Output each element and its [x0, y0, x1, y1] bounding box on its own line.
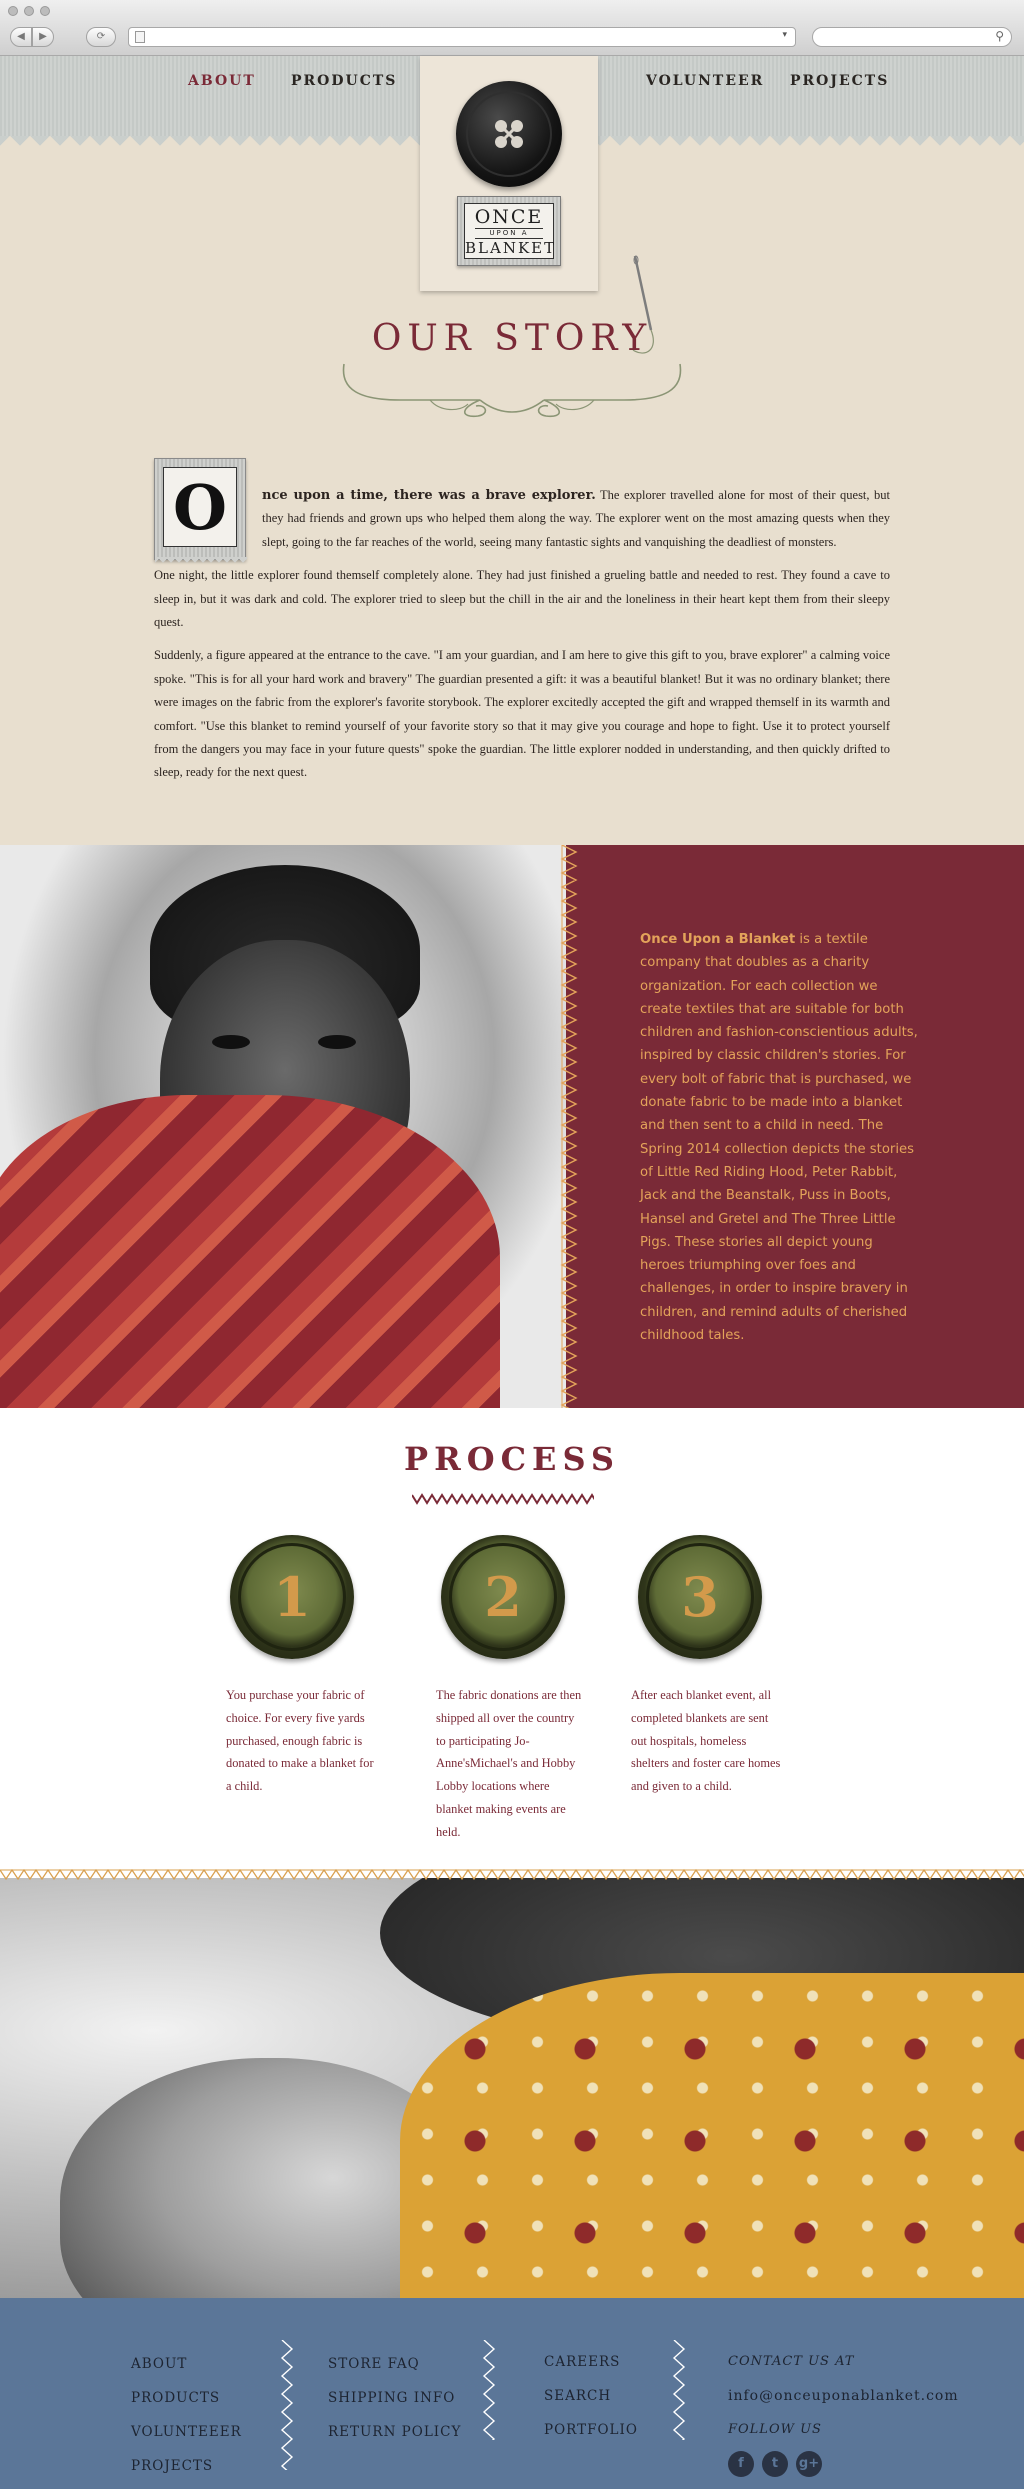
browser-search-input[interactable] — [812, 27, 1012, 47]
about-description: Once Upon a Blanket is a textile company that doubles as a charity organization. For each collection we create textiles that are suitable for both children and fashion-conscientious adults, inspired by classic children's stories. For every bolt of fabric that is purchased, we donate fabric to be made into a blanket and then sent to a child in need. The Spring 2014 collection depicts the stories of Little Red Riding Hood, Peter Rabbit, Jack and the Beanstalk, Puss in Boots, Hansel and Gretel and The Three Little Pigs. These stories all depict young heroes triumphing over foes and challenges, in order to inspire bravery in children, and remind adults of cherished childhood tales. — [640, 932, 918, 1344]
footer-link-products[interactable]: PRODUCTS — [131, 2390, 221, 2406]
footer-link-store-faq[interactable]: STORE FAQ — [328, 2356, 420, 2372]
story-lead: nce upon a time, there was a brave explorer. — [262, 488, 596, 503]
footer-zigzag-edge — [0, 2298, 1024, 2314]
contact-email-link[interactable]: info@onceuponablanket.com — [728, 2388, 959, 2404]
back-arrow-icon: ◀ — [17, 31, 25, 42]
process-title: PROCESS — [404, 1440, 620, 1478]
social-links — [728, 2451, 959, 2477]
footer-col-company — [544, 2345, 638, 2447]
logo-label — [457, 196, 561, 266]
footer-stitch-divider-3 — [672, 2340, 686, 2440]
step-3-text: After each blanket event, all completed blankets are sent out hospitals, homeless shelters and foster care homes and given to a child. — [631, 1688, 781, 1794]
nav-products[interactable]: PRODUCTS — [291, 73, 398, 89]
footer-stitch-divider-2 — [482, 2340, 496, 2440]
process-zigzag-divider — [412, 1493, 594, 1505]
chevron-down-icon[interactable]: ▾ — [782, 30, 787, 40]
step-2-text: The fabric donations are then shipped all over the country to participating Jo-Anne'sMichael's and Hobby Lobby locations where blanket making events are held. — [436, 1688, 582, 1839]
reload-icon: ⟳ — [96, 31, 106, 42]
logo-line-upon-a: UPON A — [475, 228, 543, 239]
google-plus-icon[interactable]: g+ — [796, 2451, 822, 2477]
story-paragraph-3: Suddenly, a figure appeared at the entrance to the cave. "I am your guardian, and I am here to give this gift to you, brave explorer" a calming voice spoke. "This is for all your hard work and bravery" The guardian presented a gift: it was a beautiful blanket! But it was no ordinary blanket; there were images on the fabric from the explorer's favorite storybook. The explorer excitedly accepted the gift and wrapped themself in its warmth and comfort. "Use this blanket to remind yourself of your favorite story so that it may give you courage and hope to fight. Use it to protect yourself from the dangers you may face in your future quests" spoke the guardian. The little explorer nodded in understanding, and then quickly drifted to sleep, ready for the next quest. — [154, 648, 890, 780]
stitched-border — [560, 845, 584, 1408]
logo-line-once: ONCE — [474, 206, 544, 228]
close-window-button[interactable] — [8, 6, 18, 16]
story-paragraph-1: nce upon a time, there was a brave explorer. The explorer travelled alone for most of their quest, but they had friends and grown ups who helped them along the way. The explorer went on the most amazing quests when they slept, going to the far reaches of the world, seeing many fantastic sights and vanquishing the deadliest of monsters. — [262, 488, 890, 549]
footer-link-projects[interactable]: PROJECTS — [131, 2458, 214, 2474]
footer-link-shipping-info[interactable]: SHIPPING INFO — [328, 2390, 456, 2406]
logo-line-blanket: BLANKET — [465, 239, 557, 257]
stitched-border-top — [0, 1868, 1024, 1886]
minimize-window-button[interactable] — [24, 6, 34, 16]
nav-volunteer[interactable]: VOLUNTEER — [646, 73, 765, 89]
drop-cap: O — [154, 458, 246, 560]
brand-name: Once Upon a Blanket — [640, 932, 796, 947]
logo[interactable] — [420, 56, 598, 291]
zoom-window-button[interactable] — [40, 6, 50, 16]
twitter-icon[interactable]: t — [762, 2451, 788, 2477]
page-icon — [135, 31, 145, 43]
window-controls — [8, 6, 50, 16]
page-title: OUR STORY — [371, 318, 653, 359]
footer-stitch-divider-1 — [280, 2340, 294, 2470]
facebook-icon[interactable]: f — [728, 2451, 754, 2477]
story-body — [154, 484, 890, 795]
step-2-badge: 2 — [441, 1535, 565, 1659]
footer-col-store — [328, 2347, 461, 2449]
nav-about[interactable]: ABOUT — [188, 73, 256, 89]
story-paragraph-2: One night, the little explorer found themself completely alone. They had just finished a grueling battle and needed to rest. They found a cave to sleep in, but it was dark and cold. The explorer tried to sleep but the chill in the air and the loneliness in their heart kept them from their sleepy quest. — [154, 568, 890, 630]
browser-toolbar — [0, 0, 1024, 56]
baby-photo — [0, 1878, 1024, 2314]
forward-button[interactable] — [32, 27, 54, 47]
follow-label: FOLLOW US — [728, 2422, 822, 2437]
footer-contact — [728, 2345, 959, 2477]
step-1-badge: 1 — [230, 1535, 354, 1659]
footer-col-main — [131, 2347, 242, 2483]
button-icon — [456, 81, 562, 187]
forward-arrow-icon: ▶ — [39, 31, 47, 42]
footer-link-volunteer[interactable]: VOLUNTEEER — [131, 2424, 242, 2440]
flourish-ornament — [340, 360, 684, 424]
step-1-text: You purchase your fabric of choice. For every five yards purchased, enough fabric is donated to make a blanket for a child. — [226, 1688, 374, 1794]
footer-link-search[interactable]: SEARCH — [544, 2388, 612, 2404]
footer-link-return-policy[interactable]: RETURN POLICY — [328, 2424, 462, 2440]
reload-button[interactable] — [86, 27, 116, 47]
footer-link-about[interactable]: ABOUT — [131, 2356, 188, 2372]
back-button[interactable] — [10, 27, 32, 47]
child-photo — [0, 845, 566, 1408]
footer-link-portfolio[interactable]: PORTFOLIO — [544, 2422, 638, 2438]
nav-projects[interactable]: PROJECTS — [790, 73, 890, 89]
step-3-badge: 3 — [638, 1535, 762, 1659]
contact-label: CONTACT US AT — [728, 2354, 855, 2369]
search-icon: ⚲ — [995, 29, 1004, 43]
footer-link-careers[interactable]: CAREERS — [544, 2354, 621, 2370]
address-bar[interactable] — [128, 27, 796, 47]
